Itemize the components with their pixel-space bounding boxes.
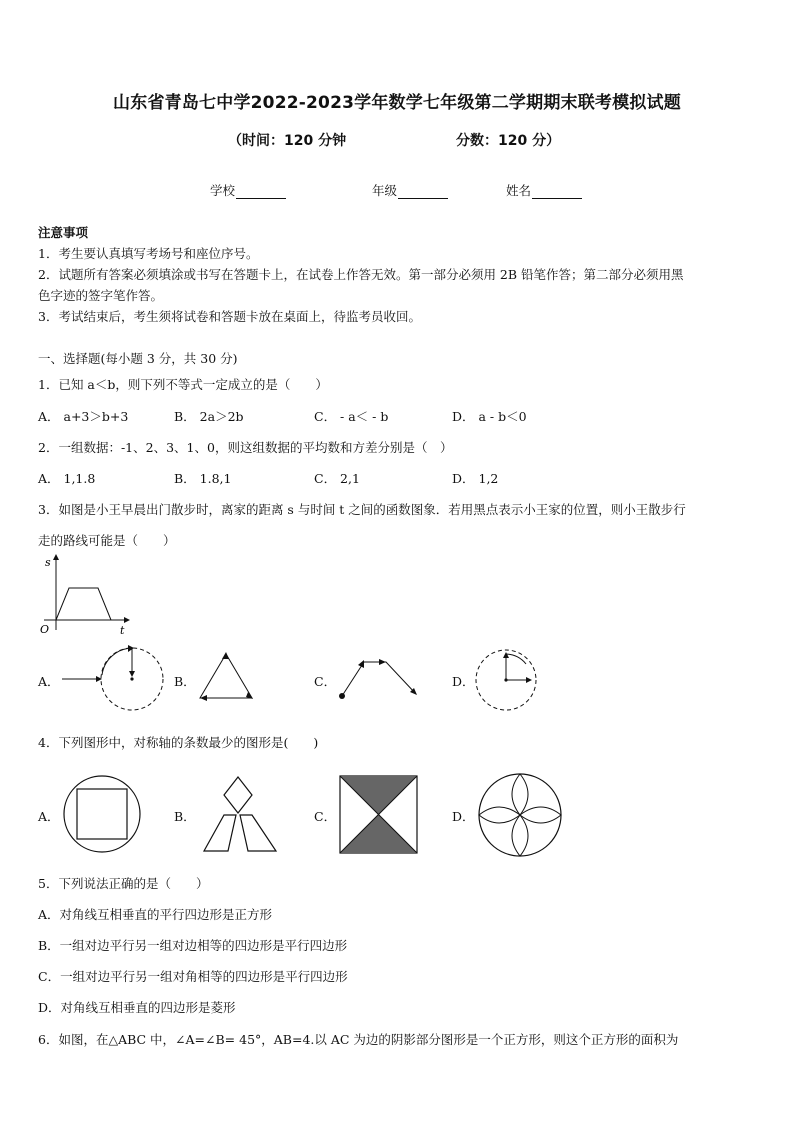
school-label: 学校 xyxy=(210,183,236,198)
q5-option-b[interactable]: B．一组对边平行另一组对边相等的四边形是平行四边形 xyxy=(38,938,348,953)
score-label: 分数：120 分） xyxy=(456,133,561,149)
arrow-icon xyxy=(222,652,229,659)
home-dot xyxy=(130,677,133,680)
notice-item: 色字迹的签字笔作答。 xyxy=(38,288,164,303)
q5-option-a[interactable]: A．对角线互相垂直的平行四边形是正方形 xyxy=(38,907,273,922)
s-axis-arrow-icon xyxy=(53,554,59,560)
arrow-icon xyxy=(128,645,134,652)
q4-option-a-figure[interactable] xyxy=(64,775,144,855)
home-dot xyxy=(504,678,507,681)
q3-option-c-route[interactable] xyxy=(334,648,424,708)
q2-option-b[interactable]: B． 1.8,1 xyxy=(174,471,232,486)
q3-label-b[interactable]: B． xyxy=(174,674,196,689)
q4-option-d-figure[interactable] xyxy=(478,773,564,859)
q4-option-c-figure[interactable] xyxy=(340,776,420,856)
arrow-icon xyxy=(526,677,532,683)
name-blank[interactable] xyxy=(532,186,582,199)
q1-option-d[interactable]: D． a - b＜0 xyxy=(452,409,527,424)
question-2-stem: 2．一组数据：-1、2、3、1、0，则这组数据的平均数和方差分别是（ ） xyxy=(38,440,453,455)
grade-blank[interactable] xyxy=(398,186,448,199)
arrow-icon xyxy=(129,671,135,677)
distance-curve xyxy=(56,588,111,620)
question-1-stem: 1．已知 a＜b，则下列不等式一定成立的是（ ） xyxy=(38,377,328,392)
q4-label-c[interactable]: C． xyxy=(314,809,337,824)
arrow-icon xyxy=(379,659,386,665)
question-6-stem: 6．如图，在△ABC 中，∠A=∠B= 45°，AB=4.以 AC 为边的阴影部分图形是一个正方形，则这个正方形的面积为 xyxy=(38,1032,679,1047)
q5-option-c[interactable]: C．一组对边平行另一组对角相等的四边形是平行四边形 xyxy=(38,969,348,984)
notice-heading: 注意事项 xyxy=(38,225,89,240)
notice-item: 1．考生要认真填写考场号和座位序号。 xyxy=(38,246,259,261)
q4-label-d[interactable]: D． xyxy=(452,809,475,824)
q3-label-a[interactable]: A． xyxy=(38,674,60,689)
q1-option-a[interactable]: A． a+3＞b+3 xyxy=(38,409,129,424)
section-heading: 一、选择题(每小题 3 分，共 30 分) xyxy=(38,351,238,366)
s-axis-label: s xyxy=(45,556,51,569)
q4-option-b-figure[interactable] xyxy=(200,775,280,855)
home-dot xyxy=(339,693,345,699)
notice-item: 3．考试结束后，考生须将试卷和答题卡放在桌面上，待监考员收回。 xyxy=(38,309,421,324)
time-label: （时间：120 分钟 xyxy=(228,133,347,149)
q1-option-c[interactable]: C． - a＜ - b xyxy=(314,409,389,424)
origin-label: O xyxy=(40,623,50,636)
arrow-icon xyxy=(503,652,509,658)
q4-label-b[interactable]: B． xyxy=(174,809,196,824)
t-axis-label: t xyxy=(120,624,125,637)
q3-label-c[interactable]: C． xyxy=(314,674,337,689)
q2-option-c[interactable]: C． 2,1 xyxy=(314,471,360,486)
school-field[interactable] xyxy=(210,181,286,199)
distance-time-graph xyxy=(36,552,136,637)
question-4-stem: 4．下列图形中，对称轴的条数最少的图形是( ) xyxy=(38,735,319,750)
q2-option-d[interactable]: D． 1,2 xyxy=(452,471,499,486)
q3-option-b-route[interactable] xyxy=(196,648,266,708)
q4-label-a[interactable]: A． xyxy=(38,809,60,824)
q2-option-a[interactable]: A． 1,1.8 xyxy=(38,471,96,486)
name-field[interactable] xyxy=(506,181,582,199)
exam-title: 山东省青岛七中学2022-2023学年数学七年级第二学期期末联考模拟试题 xyxy=(113,93,681,113)
grade-field[interactable] xyxy=(372,181,448,199)
notice-item: 2．试题所有答案必须填涂或书写在答题卡上，在试卷上作答无效。第一部分必须用 2B 铅笔作答；第二部分必须用黑 xyxy=(38,267,684,282)
q3-label-d[interactable]: D． xyxy=(452,674,475,689)
name-label: 姓名 xyxy=(506,183,532,198)
question-3-stem: 3．如图是小王早晨出门散步时，离家的距离 s 与时间 t 之间的函数图象．若用黑点表示小王家的位置，则小王散步行 xyxy=(38,502,686,517)
q5-option-d[interactable]: D．对角线互相垂直的四边形是菱形 xyxy=(38,1000,236,1015)
school-blank[interactable] xyxy=(236,186,286,199)
question-5-stem: 5．下列说法正确的是（ ） xyxy=(38,876,209,891)
q3-option-d-route[interactable] xyxy=(474,648,544,718)
grade-label: 年级 xyxy=(372,183,398,198)
t-axis-arrow-icon xyxy=(124,617,130,623)
q3-option-a-route[interactable] xyxy=(60,645,170,715)
q1-option-b[interactable]: B． 2a＞2b xyxy=(174,409,244,424)
question-3-stem-cont: 走的路线可能是（ ） xyxy=(38,533,176,548)
